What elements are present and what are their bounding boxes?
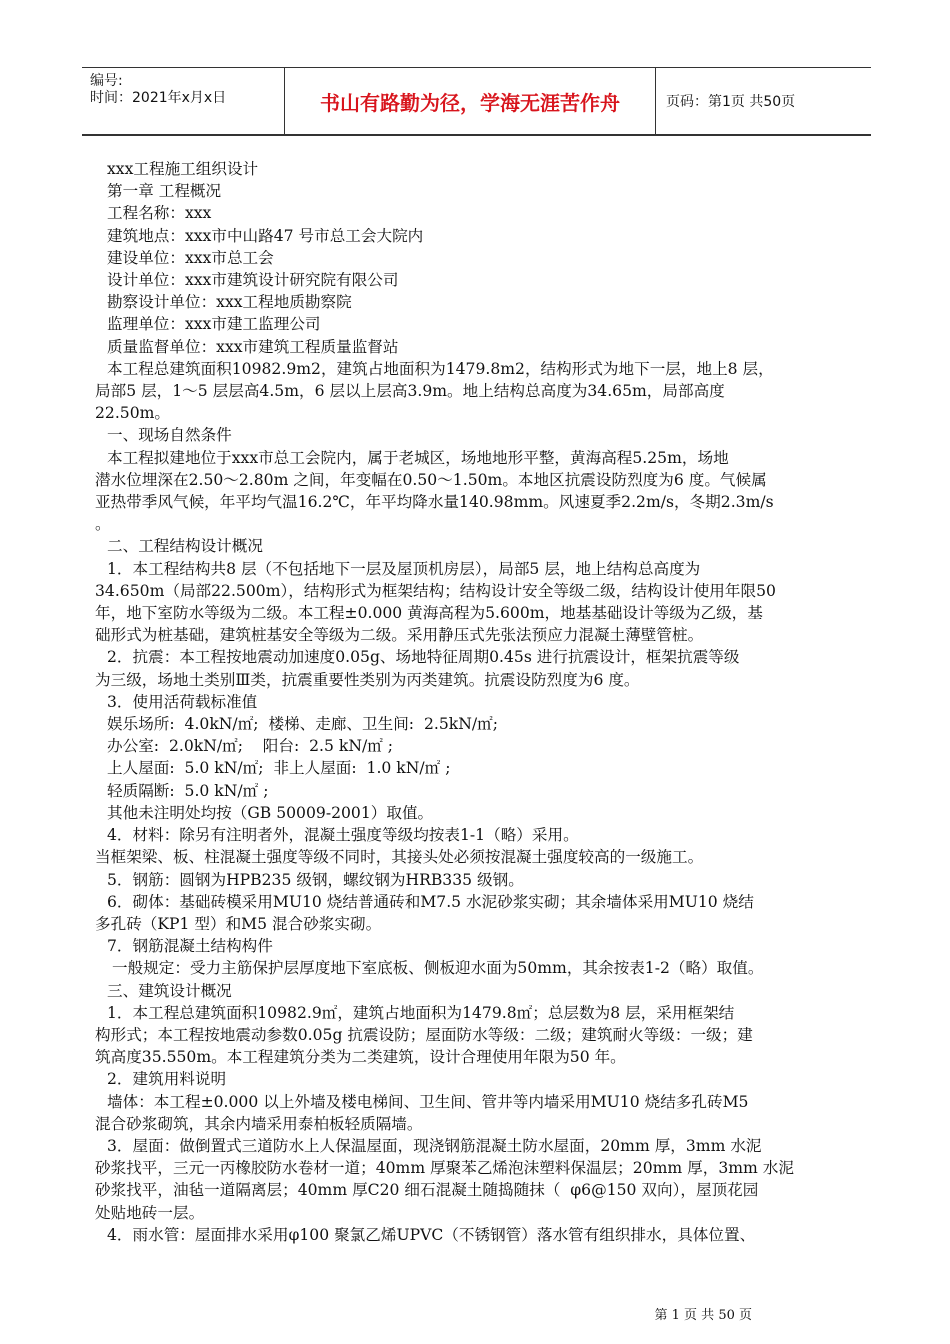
- text-line: 监理单位：xxx市建工监理公司: [107, 315, 321, 334]
- page-header: [82, 67, 871, 136]
- text-line: 5．钢筋：圆钢为HPB235 级钢，螺纹钢为HRB335 级钢。: [107, 870, 524, 889]
- text-line: 筑高度35.550m。本工程建筑分类为二类建筑，设计合理使用年限为50 年。: [95, 1048, 626, 1067]
- text-line: 质量监督单位：xxx市建筑工程质量监督站: [107, 337, 399, 356]
- text-line: 础形式为桩基础，建筑桩基安全等级为二级。采用静压式先张法预应力混凝土薄壁管桩。: [95, 626, 704, 645]
- text-line: 局部5 层，1～5 层层高4.5m，6 层以上层高3.9m。地上结构总高度为34.65m，局部高度: [95, 382, 725, 401]
- text-line: 亚热带季风气候，年平均气温16.2℃，年平均降水量140.98mm。风速夏季2.2m/s，冬期2.3m/s: [95, 493, 774, 512]
- text-line: 6．砌体：基础砖模采用MU10 烧结普通砖和M7.5 水泥砂浆实砌；其余墙体采用MU10 烧结: [107, 892, 754, 911]
- header-motto: 书山有路勤为径，学海无涯苦作舟: [285, 68, 656, 134]
- text-line: 34.650m（局部22.500m），结构形式为框架结构；结构设计安全等级二级，结构设计使用年限50: [95, 581, 776, 600]
- text-line: 多孔砖（KP1 型）和M5 混合砂浆实砌。: [95, 914, 382, 933]
- document-body: [95, 158, 885, 1246]
- text-line: 年，地下室防水等级为二级。本工程±0.000 黄海高程为5.600m，地基基础设计等级为乙级，基: [95, 604, 763, 623]
- text-line: 娱乐场所: 4.0kN/㎡; 楼梯、走廊、卫生间: 2.5kN/㎡;: [107, 715, 498, 734]
- text-line: 1．本工程结构共8 层（不包括地下一层及屋顶机房层），局部5 层，地上结构总高度为: [107, 559, 701, 578]
- text-line: xxx工程施工组织设计: [107, 160, 259, 178]
- text-line: 3．屋面：做倒置式三道防水上人保温屋面，现浇钢筋混凝土防水屋面，20mm 厚，3mm 水泥: [107, 1136, 762, 1155]
- text-line: 建设单位：xxx市总工会: [107, 248, 274, 267]
- text-line: 。: [95, 515, 111, 534]
- text-line: 其他未注明处均按（GB 50009-2001）取值。: [107, 803, 434, 822]
- text-line: 轻质隔断: 5.0 kN/㎡ ;: [107, 781, 269, 800]
- text-line: 本工程总建筑面积10982.9m2，建筑占地面积为1479.8m2，结构形式为地下一层，地上8 层，: [107, 359, 774, 378]
- text-line: 一、现场自然条件: [107, 426, 232, 445]
- text-line: 7．钢筋混凝土结构构件: [107, 937, 273, 956]
- text-line: 工程名称：xxx: [107, 204, 212, 223]
- text-line: 4．雨水管：屋面排水采用φ100 聚氯乙烯UPVC（不锈钢管）落水管有组织排水，具体位置、: [107, 1225, 756, 1244]
- text-line: 墙体：本工程±0.000 以上外墙及楼电梯间、卫生间、管井等内墙采用MU10 烧结多孔砖M5: [107, 1092, 749, 1111]
- time-label: 时间：2021年x月x日: [90, 90, 227, 106]
- text-line: 3．使用活荷载标准值: [107, 692, 258, 711]
- page-footer: 第 1 页 共 50 页: [654, 1308, 752, 1323]
- text-line: 建筑地点：xxx市中山路47 号市总工会大院内: [107, 226, 424, 245]
- text-line: 当框架梁、板、柱混凝土强度等级不同时，其接头处必须按混凝土强度较高的一级施工。: [95, 848, 704, 867]
- text-line: 1．本工程总建筑面积10982.9㎡，建筑占地面积为1479.8㎡；总层数为8 层，采用框架结: [107, 1003, 735, 1022]
- text-line: 砂浆找平，油毡一道隔离层；40mm 厚C20 细石混凝土随捣随抹（ φ6@150 双向），屋顶花园: [95, 1181, 759, 1200]
- header-page-info: 页码：第1页 共50页: [666, 94, 796, 110]
- text-line: 本工程拟建地位于xxx市总工会院内，属于老城区，场地地形平整，黄海高程5.25m，场地: [107, 448, 729, 467]
- text-line: 第一章 工程概况: [107, 182, 222, 201]
- text-line: 潜水位埋深在2.50～2.80m 之间，年变幅在0.50～1.50m。本地区抗震设防烈度为6 度。气候属: [95, 470, 767, 489]
- text-line: 二、工程结构设计概况: [107, 537, 263, 556]
- text-line: 构形式；本工程按地震动参数0.05g 抗震设防；屋面防水等级：二级；建筑耐火等级：一级；建: [95, 1025, 753, 1044]
- header-meta: [82, 68, 285, 134]
- text-line: 22.50m。: [95, 404, 171, 423]
- text-line: 一般规定：受力主筋保护层厚度地下室底板、侧板迎水面为50mm，其余按表1-2（略）取值。: [107, 959, 764, 978]
- text-line: 上人屋面: 5.0 kN/㎡; 非上人屋面: 1.0 kN/㎡ ;: [107, 759, 451, 778]
- text-line: 处贴地砖一层。: [95, 1203, 205, 1222]
- text-line: 办公室: 2.0kN/㎡; 阳台: 2.5 kN/㎡ ;: [107, 737, 394, 756]
- text-line: 2．建筑用料说明: [107, 1070, 227, 1089]
- number-label: 编号:: [90, 73, 123, 89]
- text-line: 2．抗震：本工程按地震动加速度0.05g、场地特征周期0.45s 进行抗震设计，框架抗震等级: [107, 648, 740, 667]
- text-line: 设计单位：xxx市建筑设计研究院有限公司: [107, 271, 399, 290]
- text-line: 4．材料：除另有注明者外，混凝土强度等级均按表1-1（略）采用。: [107, 826, 579, 845]
- text-line: 为三级，场地土类别Ⅲ类，抗震重要性类别为丙类建筑。抗震设防烈度为6 度。: [95, 670, 640, 689]
- text-line: 三、建筑设计概况: [107, 981, 232, 1000]
- text-line: 勘察设计单位：xxx工程地质勘察院: [107, 293, 352, 312]
- text-line: 砂浆找平，三元一丙橡胶防水卷材一道；40mm 厚聚苯乙烯泡沫塑料保温层；20mm 厚，3mm 水泥: [95, 1159, 794, 1178]
- text-line: 混合砂浆砌筑，其余内墙采用泰柏板轻质隔墙。: [95, 1114, 423, 1133]
